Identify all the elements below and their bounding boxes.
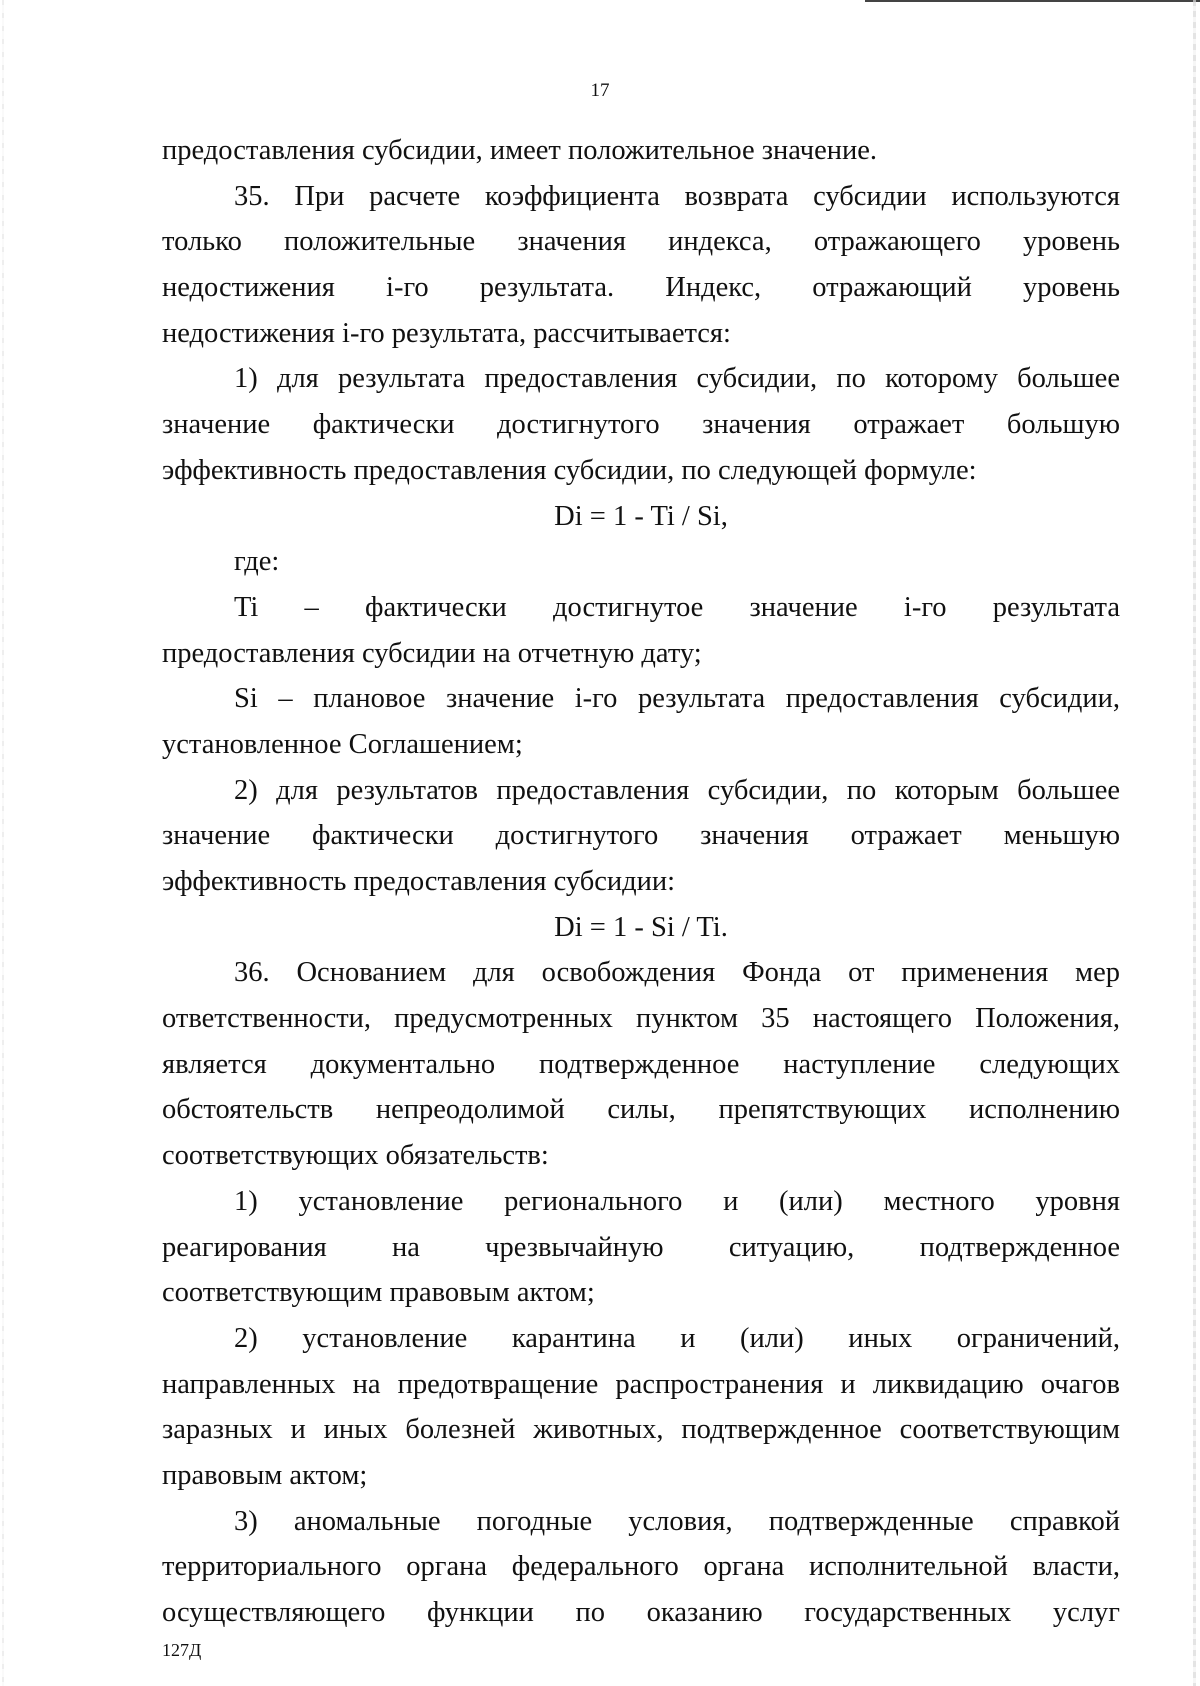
definition-ti: Ti – фактически достигнутое значение i-го результата <box>234 591 1120 623</box>
text-line-item-2: 2) установление карантина и (или) иных ограничений, <box>234 1322 1120 1354</box>
text-line: недостижения i-го результата. Индекс, отражающий уровень <box>162 272 1120 304</box>
text-line: эффективность предоставления субсидии, по следующей формуле: <box>162 454 977 486</box>
scan-edge-right <box>1193 0 1196 1686</box>
text-line: правовым актом; <box>162 1459 368 1491</box>
formula-1: Di = 1 - Ti / Si, <box>554 500 728 532</box>
text-line: является документально подтвержденное наступление следующих <box>162 1048 1120 1080</box>
text-line: направленных на предотвращение распространения и ликвидацию очагов <box>162 1368 1120 1400</box>
text-line: соответствующих обязательств: <box>162 1140 549 1172</box>
scan-edge-left <box>2 0 4 1686</box>
text-line: только положительные значения индекса, отражающего уровень <box>162 226 1120 258</box>
document-body <box>162 128 1120 1636</box>
text-line: осуществляющего функции по оказанию государственных услуг <box>162 1597 1120 1628</box>
formula-2: Di = 1 - Si / Ti. <box>554 911 728 943</box>
page-number: 17 <box>590 80 610 101</box>
text-line: обстоятельств непреодолимой силы, препятствующих исполнению <box>162 1094 1120 1126</box>
text-line: соответствующим правовым актом; <box>162 1277 595 1309</box>
text-line-item-3: 3) аномальные погодные условия, подтвержденные справкой <box>234 1505 1120 1537</box>
document-code: 127Д <box>162 1640 202 1660</box>
text-line: эффективность предоставления субсидии: <box>162 866 676 897</box>
text-line-where: где: <box>234 546 280 578</box>
top-border-line <box>865 0 1200 2</box>
text-line-subitem-2: 2) для результатов предоставления субсидии, по которым большее <box>234 774 1120 806</box>
text-line: реагирования на чрезвычайную ситуацию, подтвержденное <box>162 1231 1120 1263</box>
text-line: установленное Соглашением; <box>162 728 523 760</box>
text-line-paragraph-36: 36. Основанием для освобождения Фонда от применения мер <box>234 957 1120 989</box>
text-line: предоставления субсидии, имеет положительное значение. <box>162 135 878 166</box>
text-line-item-1: 1) установление регионального и (или) местного уровня <box>234 1185 1120 1217</box>
text-line-subitem-1: 1) для результата предоставления субсидии, по которому большее <box>234 363 1120 395</box>
text-line: предоставления субсидии на отчетную дату; <box>162 637 702 669</box>
text-line: недостижения i-го результата, рассчитывается: <box>162 317 731 349</box>
definition-si: Si – плановое значение i-го результата предоставления субсидии, <box>234 683 1120 715</box>
text-line: ответственности, предусмотренных пунктом 35 настоящего Положения, <box>162 1003 1120 1035</box>
text-line-paragraph-35: 35. При расчете коэффициента возврата субсидии используются <box>234 180 1120 212</box>
text-line: территориального органа федерального органа исполнительной власти, <box>162 1551 1120 1583</box>
text-line: заразных и иных болезней животных, подтвержденное соответствующим <box>162 1414 1120 1446</box>
text-line: значение фактически достигнутого значения отражает меньшую <box>162 820 1120 852</box>
text-line: значение фактически достигнутого значения отражает большую <box>162 409 1120 441</box>
